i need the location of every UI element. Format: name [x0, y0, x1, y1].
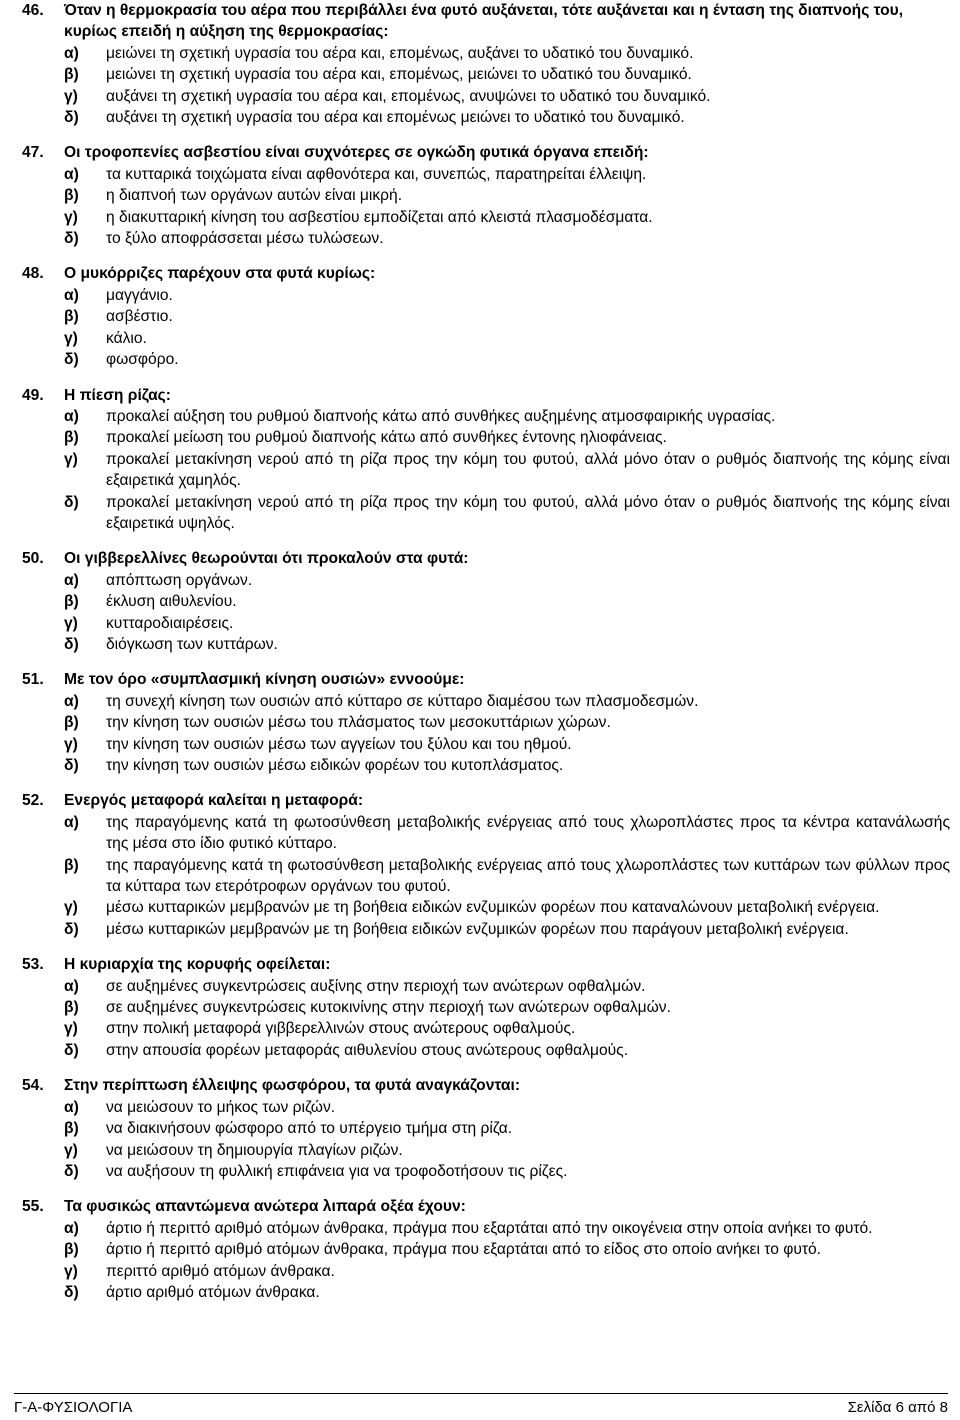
option-text: μέσω κυτταρικών μεμβρανών με τη βοήθεια ειδικών ενζυμικών φορέων που παράγουν μεταβολική ενέργεια. [106, 920, 849, 938]
option-label: β) [64, 187, 79, 205]
question-header [0, 142, 960, 163]
option-text: διόγκωση των κυττάρων. [106, 635, 278, 653]
question-number: 53. [22, 956, 44, 974]
option-text: φωσφόρο. [106, 351, 179, 369]
answer-option [0, 613, 960, 634]
option-label: γ) [64, 450, 78, 468]
option-text: μειώνει τη σχετική υγρασία του αέρα και, επομένως, μειώνει το υδατικό του δυναμικό. [106, 66, 692, 84]
question-number: 50. [22, 550, 44, 568]
option-text: της παραγόμενης κατά τη φωτοσύνθεση μεταβολικής ενέργειας από τους χλωροπλάστες των κυττάρων των φύλλων προς τα κύτταρα των ετερότροφων οργάνων του φυτού. [106, 856, 950, 896]
question-text: Οι γιββερελλίνες θεωρούνται ότι προκαλούν στα φυτά: [64, 550, 469, 568]
option-text: έκλυση αιθυλενίου. [106, 593, 237, 611]
question-text: Ο μυκόρριζες παρέχουν στα φυτά κυρίως: [64, 265, 376, 283]
question-block [0, 1196, 960, 1303]
answer-option [0, 1097, 960, 1118]
page-footer [14, 1393, 948, 1417]
option-text: μέσω κυτταρικών μεμβρανών με τη βοήθεια ειδικών ενζυμικών φορέων που καταναλώνουν μεταβολική ενέργεια. [106, 899, 880, 917]
option-text: να μειώσουν το μήκος των ριζών. [106, 1098, 336, 1116]
option-text: άρτιο ή περιττό αριθμό ατόμων άνθρακα, πράγμα που εξαρτάται από το είδος στο οποίο ανήκει το φυτό. [106, 1241, 822, 1259]
option-label: δ) [64, 230, 79, 248]
option-label: γ) [64, 614, 78, 632]
answer-option [0, 1218, 960, 1239]
question-block [0, 142, 960, 249]
option-text: να διακινήσουν φώσφορο από το υπέργειο τμήμα στη ρίζα. [106, 1120, 513, 1138]
option-label: γ) [64, 87, 78, 105]
answer-option [0, 64, 960, 85]
footer-course-title: Γ-Α-ΦΥΣΙΟΛΟΓΙΑ [14, 1399, 133, 1416]
option-label: δ) [64, 109, 79, 127]
option-text: κάλιο. [106, 329, 147, 347]
option-text: της παραγόμενης κατά τη φωτοσύνθεση μεταβολικής ενέργειας από τους χλωροπλάστες προς τα κέντρα κατανάλωσής της μέσα στο ίδιο φυτικό κύτταρο. [106, 813, 950, 853]
option-text: προκαλεί μετακίνηση νερού από τη ρίζα προς την κόμη του φυτού, αλλά μόνο όταν ο ρυθμός διαπνοής της κόμης είναι εξαιρετικά υψηλός. [106, 493, 950, 532]
answer-option [0, 591, 960, 612]
answer-option [0, 919, 960, 940]
option-text: μειώνει τη σχετική υγρασία του αέρα και, επομένως, αυξάνει το υδατικό του δυναμικό. [106, 44, 694, 62]
option-label: γ) [64, 208, 78, 226]
question-header [0, 669, 960, 690]
question-header [0, 954, 960, 975]
question-block [0, 0, 960, 128]
answer-option [0, 712, 960, 733]
question-number: 55. [22, 1198, 44, 1216]
question-block [0, 1075, 960, 1182]
question-number: 52. [22, 792, 44, 810]
answer-option [0, 207, 960, 228]
question-number: 47. [22, 144, 44, 162]
option-label: δ) [64, 635, 79, 653]
option-text: το ξύλο αποφράσσεται μέσω τυλώσεων. [106, 230, 384, 248]
option-label: α) [64, 977, 79, 995]
answer-option [0, 306, 960, 327]
option-text: η διακυτταρική κίνηση του ασβεστίου εμποδίζεται από κλειστά πλασμοδέσματα. [106, 208, 653, 226]
question-header [0, 385, 960, 406]
option-text: άρτιο ή περιττό αριθμό ατόμων άνθρακα, πράγμα που εξαρτάται από την οικογένεια στην οποία ανήκει το φυτό. [106, 1219, 873, 1237]
option-label: α) [64, 1098, 79, 1116]
option-text: στην απουσία φορέων μεταφοράς αιθυλενίου στους ανώτερους οφθαλμούς. [106, 1041, 629, 1059]
option-label: β) [64, 593, 79, 611]
option-label: β) [64, 429, 79, 447]
option-text: μαγγάνιο. [106, 286, 173, 304]
option-text: προκαλεί μείωση του ρυθμού διαπνοής κάτω από συνθήκες έντονης ηλιοφάνειας. [106, 429, 667, 447]
option-text: να αυξήσουν τη φυλλική επιφάνεια για να τροφοδοτήσουν τις ρίζες. [106, 1162, 568, 1180]
question-text: Με τον όρο «συμπλασμική κίνηση ουσιών» εννοούμε: [64, 671, 465, 689]
question-block [0, 669, 960, 776]
option-text: αυξάνει τη σχετική υγρασία του αέρα και επομένως μειώνει το υδατικό του δυναμικό. [106, 109, 685, 127]
question-text: Η πίεση ρίζας: [64, 386, 171, 404]
answer-option [0, 691, 960, 712]
option-text: άρτιο αριθμό ατόμων άνθρακα. [106, 1283, 320, 1301]
option-label: γ) [64, 735, 78, 753]
answer-option [0, 897, 960, 918]
option-text: σε αυξημένες συγκεντρώσεις κυτοκινίνης στην περιοχή των ανώτερων οφθαλμών. [106, 999, 671, 1017]
question-number: 48. [22, 265, 44, 283]
option-label: γ) [64, 329, 78, 347]
option-label: α) [64, 286, 79, 304]
option-text: ασβέστιο. [106, 308, 173, 326]
option-label: α) [64, 813, 79, 831]
answer-option [0, 328, 960, 349]
option-label: γ) [64, 1262, 78, 1280]
answer-option [0, 1040, 960, 1061]
option-label: β) [64, 66, 79, 84]
answer-option [0, 107, 960, 128]
answer-option [0, 43, 960, 64]
option-text: την κίνηση των ουσιών μέσω του πλάσματος των μεσοκυττάριων χώρων. [106, 714, 611, 732]
question-block [0, 263, 960, 370]
answer-option [0, 285, 960, 306]
option-label: δ) [64, 1162, 79, 1180]
option-text: περιττό αριθμό ατόμων άνθρακα. [106, 1262, 335, 1280]
option-label: γ) [64, 1141, 78, 1159]
option-label: δ) [64, 1283, 79, 1301]
answer-option [0, 349, 960, 370]
answer-option [0, 1140, 960, 1161]
answer-option [0, 997, 960, 1018]
option-label: δ) [64, 920, 79, 938]
option-label: α) [64, 165, 79, 183]
answer-option [0, 406, 960, 427]
footer-page-number: Σελίδα 6 από 8 [847, 1399, 948, 1416]
option-label: γ) [64, 899, 78, 917]
answer-option [0, 634, 960, 655]
option-text: προκαλεί αύξηση του ρυθμού διαπνοής κάτω από συνθήκες αυξημένης ατμοσφαιρικής υγρασίας. [106, 407, 776, 425]
answer-option [0, 734, 960, 755]
question-header [0, 1075, 960, 1096]
answer-option [0, 1239, 960, 1260]
question-text: Στην περίπτωση έλλειψης φωσφόρου, τα φυτά αναγκάζονται: [64, 1077, 521, 1095]
option-label: α) [64, 44, 79, 62]
option-text: αυξάνει τη σχετική υγρασία του αέρα και, επομένως, ανυψώνει το υδατικό του δυναμικό. [106, 87, 711, 105]
question-block [0, 790, 960, 940]
question-number: 46. [22, 2, 44, 19]
option-label: δ) [64, 351, 79, 369]
option-text: την κίνηση των ουσιών μέσω ειδικών φορέων του κυτοπλάσματος. [106, 757, 564, 774]
answer-option [0, 1118, 960, 1139]
answer-option [0, 570, 960, 591]
option-text: σε αυξημένες συγκεντρώσεις αυξίνης στην περιοχή των ανώτερων οφθαλμών. [106, 977, 646, 995]
question-text: Η κυριαρχία της κορυφής οφείλεται: [64, 956, 331, 974]
question-header [0, 548, 960, 569]
question-block [0, 385, 960, 535]
option-label: δ) [64, 757, 79, 774]
option-label: β) [64, 999, 79, 1017]
question-header [0, 0, 960, 43]
option-text: απόπτωση οργάνων. [106, 571, 253, 589]
answer-option [0, 449, 960, 492]
option-label: α) [64, 692, 79, 710]
answer-option [0, 755, 960, 776]
option-label: β) [64, 1120, 79, 1138]
option-label: α) [64, 571, 79, 589]
option-label: γ) [64, 1020, 78, 1038]
option-text: στην πολική μεταφορά γιββερελλινών στους ανώτερους οφθαλμούς. [106, 1020, 576, 1038]
question-number: 54. [22, 1077, 44, 1095]
answer-option [0, 86, 960, 107]
answer-option [0, 1018, 960, 1039]
option-label: β) [64, 714, 79, 732]
answer-option [0, 164, 960, 185]
answer-option [0, 185, 960, 206]
answer-option [0, 1261, 960, 1282]
question-text: Τα φυσικώς απαντώμενα ανώτερα λιπαρά οξέα έχουν: [64, 1198, 466, 1216]
option-text: τα κυτταρικά τοιχώματα είναι αφθονότερα και, συνεπώς, παρατηρείται έλλειψη. [106, 165, 647, 183]
answer-option [0, 427, 960, 448]
question-text: Όταν η θερμοκρασία του αέρα που περιβάλλει ένα φυτό αυξάνεται, τότε αυξάνεται και η ένταση της διαπνοής του, κυρίως επειδή η αύξηση της θερμοκρασίας: [64, 2, 904, 41]
answer-option [0, 812, 960, 855]
question-number: 49. [22, 386, 44, 404]
answer-option [0, 228, 960, 249]
answer-option [0, 976, 960, 997]
answer-option [0, 492, 960, 535]
answer-option [0, 1161, 960, 1182]
question-text: Ενεργός μεταφορά καλείται η μεταφορά: [64, 792, 364, 810]
question-header [0, 790, 960, 811]
question-number: 51. [22, 671, 44, 689]
option-label: δ) [64, 1041, 79, 1059]
question-text: Οι τροφοπενίες ασβεστίου είναι συχνότερες σε ογκώδη φυτικά όργανα επειδή: [64, 144, 649, 162]
option-label: β) [64, 308, 79, 326]
question-block [0, 548, 960, 655]
question-header [0, 263, 960, 284]
option-label: δ) [64, 493, 79, 511]
question-header [0, 1196, 960, 1217]
option-text: κυτταροδιαιρέσεις. [106, 614, 234, 632]
option-label: β) [64, 1241, 79, 1259]
option-text: τη συνεχή κίνηση των ουσιών από κύτταρο σε κύτταρο διαμέσου των πλασμοδεσμών. [106, 692, 699, 710]
option-label: α) [64, 407, 79, 425]
answer-option [0, 1282, 960, 1303]
option-text: προκαλεί μετακίνηση νερού από τη ρίζα προς την κόμη του φυτού, αλλά μόνο όταν ο ρυθμός διαπνοής της κόμης είναι εξαιρετικά χαμηλός. [106, 450, 950, 490]
option-label: β) [64, 856, 79, 874]
option-label: α) [64, 1219, 79, 1237]
option-text: να μειώσουν τη δημιουργία πλαγίων ριζών. [106, 1141, 403, 1159]
answer-option [0, 855, 960, 898]
question-block [0, 954, 960, 1061]
option-text: η διαπνοή των οργάνων αυτών είναι μικρή. [106, 187, 403, 205]
option-text: την κίνηση των ουσιών μέσω των αγγείων του ξύλου και του ηθμού. [106, 735, 572, 753]
